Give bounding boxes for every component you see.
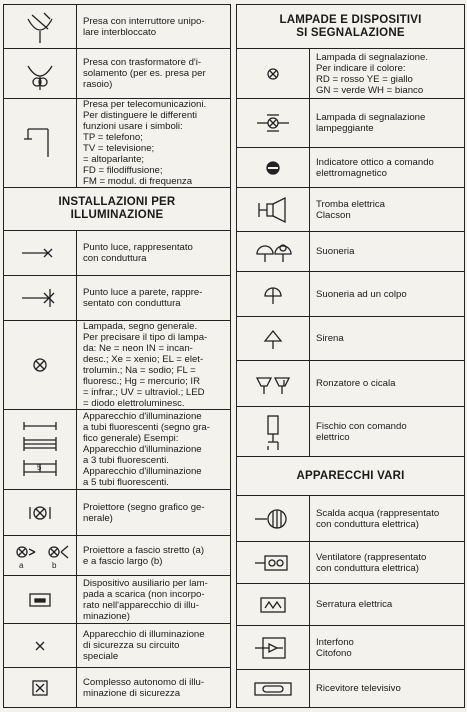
table-row	[4, 99, 230, 188]
table-row	[237, 99, 464, 148]
wall-light-point-icon	[20, 287, 60, 309]
table-row	[4, 231, 230, 276]
controlled-whistle-icon	[258, 412, 288, 452]
row-text: Tromba elettrica Clacson	[316, 198, 385, 221]
symbol-cell	[237, 317, 310, 360]
autonomous-emergency-icon	[31, 679, 49, 697]
symbol-cell	[4, 490, 77, 535]
row-text: Lampada di segnalazione. Per indicare il colore: RD = rosso YE = giallo GN = verde WH = bianco	[316, 51, 429, 96]
buzzer-icon	[253, 372, 293, 396]
table-row	[237, 272, 464, 317]
interlocked-switch-socket-icon	[20, 9, 60, 45]
symbol-cell	[237, 232, 310, 271]
table-row	[4, 321, 230, 410]
symbol-cell	[4, 99, 77, 187]
table-row	[4, 490, 230, 536]
table-row	[237, 232, 464, 272]
row-text: Ronzatore o cicala	[316, 378, 396, 389]
row-text: Serratura elettrica	[316, 599, 393, 610]
table-row	[237, 188, 464, 232]
row-text: Indicatore ottico a comando elettromagnetico	[316, 156, 434, 179]
symbol-cell	[237, 626, 310, 669]
table-row	[4, 4, 230, 49]
row-text: Suoneria ad un colpo	[316, 288, 407, 300]
table-row	[237, 542, 464, 584]
table-row	[237, 361, 464, 407]
row-text: Apparecchio di illuminazione di sicurezza su circuito speciale	[83, 629, 205, 662]
right-column	[236, 4, 465, 708]
row-text: Presa per telecomunicazioni. Per distinguere le differenti funzioni usare i simboli: TP = telefono; TV = televisione; = altoparlante; FD = filodiffusione; FM = modul. di frequenza	[83, 99, 207, 187]
table-row	[237, 148, 464, 188]
symbol-cell	[4, 5, 77, 48]
label-a: a	[19, 560, 24, 570]
row-text: Presa con trasformatore d'i- solamento (per es. presa per rasoio)	[83, 57, 206, 90]
left-column	[3, 4, 231, 708]
row-text: Interfono Citofono	[316, 636, 354, 659]
row-text: Proiettore a fascio stretto (a) e a fascio largo (b)	[83, 544, 205, 567]
table-row	[237, 496, 464, 542]
symbol-cell	[4, 321, 77, 409]
symbol-cell	[4, 576, 77, 623]
table-row	[4, 536, 230, 576]
table-row	[237, 670, 464, 708]
fan-icon	[253, 552, 293, 574]
electric-lock-icon	[253, 594, 293, 616]
narrow-wide-projector-icon	[8, 540, 72, 572]
symbol-cell	[237, 148, 310, 187]
row-text: Lampada, segno generale. Per precisare il tipo di lampa- da: Ne = neon IN = incan- desc.; Xe = xenio; EL = elet- trolumin.; Na = sodio; FL = fluoresc.; Hg = mercurio; IR = infrar.; UV = ultraviol.; LED = diodo elettroluminesc.	[83, 321, 208, 409]
table-row	[237, 584, 464, 626]
row-text: Complesso autonomo di illu- minazione di sicurezza	[83, 676, 205, 699]
table-row	[237, 317, 464, 361]
horn-icon	[255, 195, 291, 225]
row-text: Ventilatore (rappresentato con conduttura elettrica)	[316, 551, 427, 574]
symbol-cell	[4, 276, 77, 320]
tube-count-label: 5	[37, 462, 42, 472]
symbol-cell	[237, 99, 310, 147]
water-heater-icon	[253, 507, 293, 531]
section-heading: LAMPADE E DISPOSITIVI SI SEGNALAZIONE	[237, 4, 464, 49]
transformer-socket-icon	[20, 56, 60, 92]
row-text: Apparecchio d'illuminazione a tubi fluorescenti (segno gra- fico generale) Esempi: Apparecchio d'illuminazione a 3 tubi fluorescenti. Apparecchio d'illuminazione a 5 tubi fluorescenti.	[83, 411, 210, 488]
row-text: Ricevitore televisivo	[316, 683, 401, 694]
row-text: Fischio con comando elettrico	[316, 420, 407, 443]
row-text: Proiettore (segno grafico ge- nerale)	[83, 501, 205, 524]
symbol-cell	[237, 272, 310, 316]
row-text: Punto luce a parete, rappre- sentato con conduttura	[83, 287, 203, 309]
table-row	[237, 49, 464, 99]
signal-lamp-icon	[263, 64, 283, 84]
table-row	[237, 407, 464, 457]
symbol-cell	[4, 410, 77, 489]
symbol-cell	[237, 670, 310, 707]
label-b: b	[52, 560, 57, 570]
symbol-cell	[4, 624, 77, 667]
row-text: Dispositivo ausiliario per lam- pada a scarica (non incorpo- rato nell'apparecchio di illu- minazione)	[83, 577, 208, 622]
symbol-cell	[237, 542, 310, 583]
table-row	[4, 576, 230, 624]
row-text: Lampada di segnalazione lampeggiante	[316, 112, 426, 134]
table-row	[4, 49, 230, 99]
table-row	[4, 624, 230, 668]
symbol-cell	[4, 536, 77, 575]
flashing-signal-lamp-icon	[253, 109, 293, 137]
optical-indicator-icon	[263, 158, 283, 178]
projector-icon	[25, 501, 55, 525]
symbol-cell	[4, 49, 77, 98]
symbol-cell	[237, 496, 310, 541]
symbol-cell	[237, 361, 310, 406]
row-text: Suoneria	[316, 246, 355, 257]
section-heading: INSTALLAZIONI PER ILLUMINAZIONE	[4, 188, 230, 231]
symbol-cell	[4, 668, 77, 707]
table-row	[4, 668, 230, 708]
table-row	[4, 410, 230, 490]
symbol-cell	[4, 231, 77, 275]
symbol-cell	[237, 407, 310, 456]
telecom-socket-icon	[20, 123, 60, 163]
section-heading: APPARECCHI VARI	[237, 457, 464, 496]
fluorescent-tubes-icon	[20, 418, 60, 482]
symbol-cell	[237, 584, 310, 625]
light-point-icon	[20, 243, 60, 263]
table-row	[4, 276, 230, 321]
row-text: Scalda acqua (rappresentato con conduttura elettrica)	[316, 507, 440, 530]
intercom-icon	[253, 634, 293, 662]
siren-icon	[261, 327, 285, 351]
row-text: Punto luce, rappresentato con conduttura	[83, 242, 193, 264]
tv-receiver-icon	[251, 679, 295, 699]
row-text: Sirena	[316, 333, 344, 344]
symbol-cell	[237, 188, 310, 231]
row-text: Presa con interruttore unipo- lare interbloccato	[83, 15, 205, 38]
single-stroke-bell-icon	[261, 282, 285, 306]
emergency-light-icon	[32, 638, 48, 654]
symbol-cell	[237, 49, 310, 98]
bell-icon	[253, 240, 293, 264]
table-row	[237, 626, 464, 670]
lamp-general-icon	[28, 353, 52, 377]
discharge-auxiliary-icon	[27, 591, 53, 609]
